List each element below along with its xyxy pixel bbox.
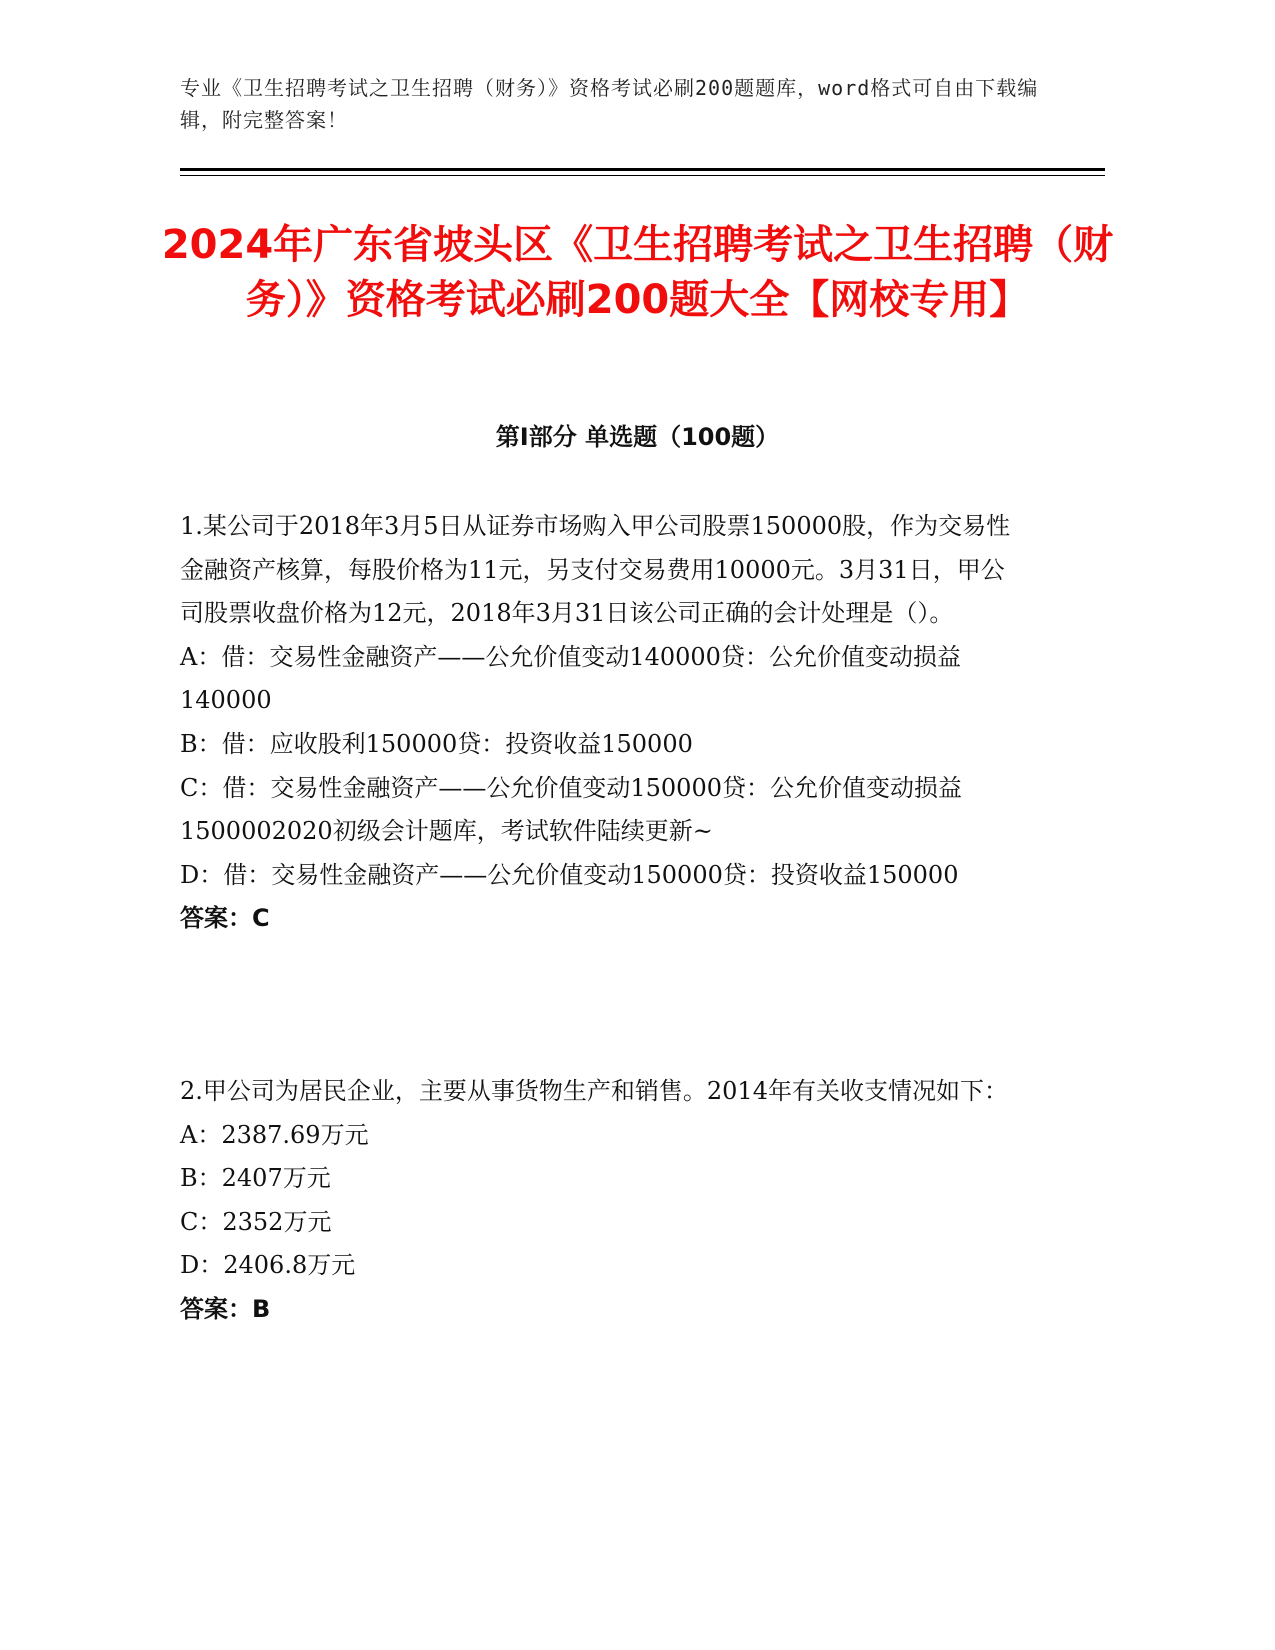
option-b: B：2407万元 (180, 1164, 331, 1193)
option-c: C：2352万元 (180, 1207, 332, 1236)
option-d: D：借：交易性金融资产——公允价值变动150000贷：投资收益150000 (180, 860, 959, 889)
document-title: 2024年广东省坡头区《卫生招聘考试之卫生招聘（财务）》资格考试必刷200题大全【网校专用】 (161, 222, 1114, 323)
question-stem: 2.甲公司为居民企业，主要从事货物生产和销售。2014年有关收支情况如下： (180, 1077, 1008, 1105)
answer: 答案：C (180, 904, 270, 933)
question-stem: 1.某公司于2018年3月5日从证券市场购入甲公司股票150000股，作为交易性金融资产核算，每股价格为11元，另支付交易费用10000元。3月31日，甲公司股票收盘价格为12元，2018年3月31日该公司正确的会计处理是（）。 (180, 512, 1011, 628)
option-a: A：2387.69万元 (180, 1120, 369, 1149)
option-b: B：借：应收股利150000贷：投资收益150000 (180, 729, 693, 758)
question-1 (180, 505, 1025, 941)
option-d: D：2406.8万元 (180, 1251, 356, 1280)
option-a: A：借：交易性金融资产——公允价值变动140000贷：公允价值变动损益140000 (180, 642, 961, 715)
question-2 (180, 1070, 1025, 1332)
answer: 答案：B (180, 1294, 271, 1323)
header-note: 专业《卫生招聘考试之卫生招聘（财务）》资格考试必刷200题题库，word格式可自由下载编辑，附完整答案！ (180, 76, 1039, 132)
header-rule-thick (180, 168, 1105, 171)
header-rule-thin (180, 175, 1105, 176)
option-c: C：借：交易性金融资产——公允价值变动150000贷：公允价值变动损益1500002020初级会计题库，考试软件陆续更新~ (180, 773, 962, 846)
section-heading: 第I部分 单选题（100题） (495, 423, 780, 451)
